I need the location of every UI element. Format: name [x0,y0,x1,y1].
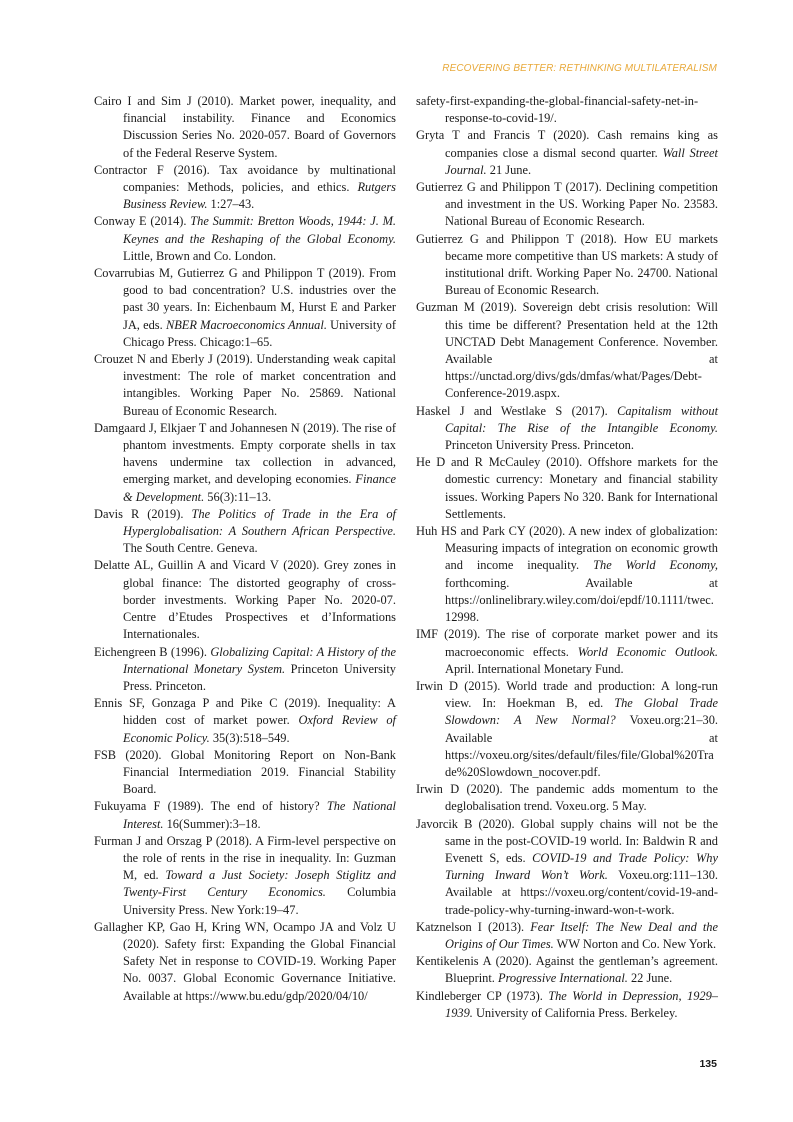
reference-text: Voxeu.org:21–30. Available at https://voxeu.org/sites/default/files/file/Global%20Trade%20Slowdown_nocover.pdf. [445,713,718,779]
reference-entry [416,231,718,300]
reference-entry [94,265,396,351]
reference-text: Fukuyama F (1989). The end of history? [94,799,327,814]
reference-title-italic: Fear Itself: The New Deal and the Origins of Our Times. [445,919,719,951]
reference-text: Contractor F (2016). Tax avoidance by multinational companies: Methods, policies, and ethics. [94,162,396,195]
reference-entry [416,988,718,1022]
reference-entry [94,695,396,747]
reference-text: Gryta T and Francis T (2020). Cash remains king as companies close a dismal second quarter. [416,128,718,160]
reference-text: 1:27–43. [207,197,255,212]
reference-entry [416,403,718,455]
reference-text: WW Norton and Co. New York. [553,936,717,951]
reference-text: Voxeu.org:111–130. Available at https://voxeu.org/content/covid-19-and-trade-policy-why-turning-inward-won-t-work. [445,868,719,917]
reference-title-italic: Capitalism without Capital: The Rise of the Intangible Economy. [445,403,719,435]
reference-entry [94,506,396,558]
reference-entry [94,747,396,799]
reference-entry [94,162,396,214]
reference-text: Covarrubias M, Gutierrez G and Philippon T (2019). From good to bad concentration? U.S. industries over the past 30 years. In: Eichenbaum M, Hurst E and Parker JA, eds. [94,266,396,332]
reference-text: Eichengreen B (1996). [94,644,211,659]
reference-entry [94,93,396,162]
reference-entry [94,557,396,643]
reference-entry [416,816,718,919]
reference-column-right [416,93,718,1022]
reference-text: Irwin D (2015). World trade and production: A long-run view. In: Hoekman B, ed. [416,678,718,711]
reference-text: safety-first-expanding-the-global-financial-safety-net-in-response-to-covid-19/. [416,94,699,126]
reference-title-italic: Finance & Development. [123,472,396,504]
reference-entry [416,299,718,402]
reference-entry [94,644,396,696]
reference-entry [94,798,396,832]
reference-entry [416,678,718,781]
reference-text: Gutierrez G and Philippon T (2017). Declining competition and investment in the US. Working Paper No. 23583. National Bureau of Economic Research. [416,180,718,229]
reference-text: University of Chicago Press. Chicago:1–65. [123,317,397,349]
reference-title-italic: NBER Macroeconomics Annual. [165,317,327,332]
reference-entry [416,626,718,678]
reference-title-italic: Toward a Just Society: Joseph Stiglitz and Twenty-First Century Economics. [123,868,396,900]
reference-text: Irwin D (2020). The pandemic adds momentum to the deglobalisation trend. Voxeu.org. 5 May. [416,782,718,814]
reference-text: Little, Brown and Co. London. [123,248,277,263]
reference-text: Ennis SF, Gonzaga P and Pike C (2019). Inequality: A hidden cost of market power. [94,696,396,728]
reference-entry [94,833,396,919]
reference-text: Damgaard J, Elkjaer T and Johannesen N (2019). The rise of phantom investments. Empty corporate shells in tax havens undermine tax collection in advanced, emerging market, and developing economies. [94,420,396,487]
running-header: RECOVERING BETTER: RETHINKING MULTILATERALISM [442,63,717,74]
reference-text: Katznelson I (2013). [416,919,531,934]
reference-entry [416,454,718,523]
reference-title-italic: The Summit: Bretton Woods, 1944: J. M. Keynes and the Reshaping of the Global Economy. [123,214,396,246]
reference-text: Princeton University Press. Princeton. [445,438,634,453]
reference-text: forthcoming. Available at https://onlinelibrary.wiley.com/doi/epdf/10.1111/twec.12998. [445,575,718,625]
reference-title-italic: The Global Trade Slowdown: A New Normal? [445,696,718,728]
reference-text: Huh HS and Park CY (2020). A new index of globalization: Measuring impacts of integration on economic growth and income inequality. [416,524,718,573]
reference-title-italic: Oxford Review of Economic Policy. [123,713,396,745]
reference-text: 21 June. [486,162,532,177]
reference-entry [416,93,718,127]
reference-entry [416,179,718,231]
reference-entry [416,523,718,626]
reference-entry [416,953,718,987]
reference-entry [416,919,718,953]
reference-text: Crouzet N and Eberly J (2019). Understanding weak capital investment: The role of market concentration and intangibles. Working Paper No. 25869. National Bureau of Economic Research. [94,352,396,418]
reference-entry [94,351,396,420]
page-number: 135 [699,1058,717,1070]
reference-title-italic: The World in Depression, 1929–1939. [445,988,718,1020]
reference-text: Gallagher KP, Gao H, Kring WN, Ocampo JA and Volz U (2020). Safety first: Expanding the Global Financial Safety Net in response to COVID-19. Working Paper No. 0037. Global Economic Governance Initiative. Available at https://www.bu.edu/gdp/2020/04/10/ [94,919,396,1003]
reference-title-italic: Progressive International. [498,971,628,986]
reference-text: IMF (2019). The rise of corporate market power and its macroeconomic effects. [416,627,718,659]
reference-text: Kindleberger CP (1973). [416,988,549,1003]
reference-text: He D and R McCauley (2010). Offshore markets for the domestic currency: Monetary and financial stability issues. Working Papers No 320. Bank for International Settlements. [416,455,718,521]
reference-title-italic: The National Interest. [123,799,396,831]
reference-text: Kentikelenis A (2020). Against the gentleman’s agreement. Blueprint. [416,954,718,986]
reference-text: Princeton University Press. Princeton. [123,661,396,693]
reference-title-italic: Globalizing Capital: A History of the International Monetary System. [123,644,396,676]
reference-text: Guzman M (2019). Sovereign debt crisis resolution: Will this time be different? Presentation held at the 12th UNCTAD Debt Management Conference. November. Available at https://unctad.org/divs/gds/dmfas/what/Pages/Debt-Conference-2019.aspx. [416,300,718,401]
reference-column-left [94,93,396,1005]
reference-text: University of California Press. Berkeley. [472,1005,678,1020]
reference-entry [416,127,718,179]
reference-title-italic: World Economic Outlook. [577,644,718,659]
reference-text: Haskel J and Westlake S (2017). [416,403,618,418]
reference-text: Delatte AL, Guillin A and Vicard V (2020). Grey zones in global finance: The distorted geography of cross-border investments. Working Paper No. 2020-07. Centre d’Etudes Prospectives et d’Informations Internationales. [94,558,396,642]
reference-entry [94,420,396,506]
reference-title-italic: The World Economy, [593,558,719,573]
reference-text: Conway E (2014). [94,214,191,229]
reference-text: Cairo I and Sim J (2010). Market power, inequality, and financial instability. Finance and Economics Discussion Series No. 2020-057. Board of Governors of the Federal Reserve System. [94,94,396,160]
reference-text: Columbia University Press. New York:19–47. [123,885,396,917]
reference-text: Javorcik B (2020). Global supply chains will not be the same in the post-COVID-19 world. In: Baldwin R and Evenett S, eds. [416,816,718,865]
reference-entry [94,213,396,265]
reference-title-italic: Wall Street Journal. [445,145,718,177]
reference-text: Gutierrez G and Philippon T (2018). How EU markets became more competitive than US markets: A study of institutional drift. Working Paper No. 24700. National Bureau of Economic Research. [416,231,718,298]
reference-text: 56(3):11–13. [204,489,272,504]
reference-text: April. International Monetary Fund. [445,661,624,676]
reference-text: Davis R (2019). [94,506,192,521]
reference-title-italic: Rutgers Business Review. [123,180,396,212]
reference-text: 35(3):518–549. [209,730,290,745]
reference-text: FSB (2020). Global Monitoring Report on Non-Bank Financial Intermediation 2019. Financial Stability Board. [94,747,396,797]
reference-text: The South Centre. Geneva. [123,541,258,556]
reference-text: 22 June. [627,971,673,986]
reference-text: Furman J and Orszag P (2018). A Firm-level perspective on the role of rents in the rise in inequality. In: Guzman M, ed. [94,833,396,883]
reference-title-italic: The Politics of Trade in the Era of Hyperglobalisation: A Southern African Perspective. [123,506,396,539]
reference-entry [94,919,396,1005]
reference-title-italic: COVID-19 and Trade Policy: Why Turning Inward Won’t Work. [445,850,718,883]
reference-text: 16(Summer):3–18. [163,816,261,831]
reference-entry [416,781,718,815]
